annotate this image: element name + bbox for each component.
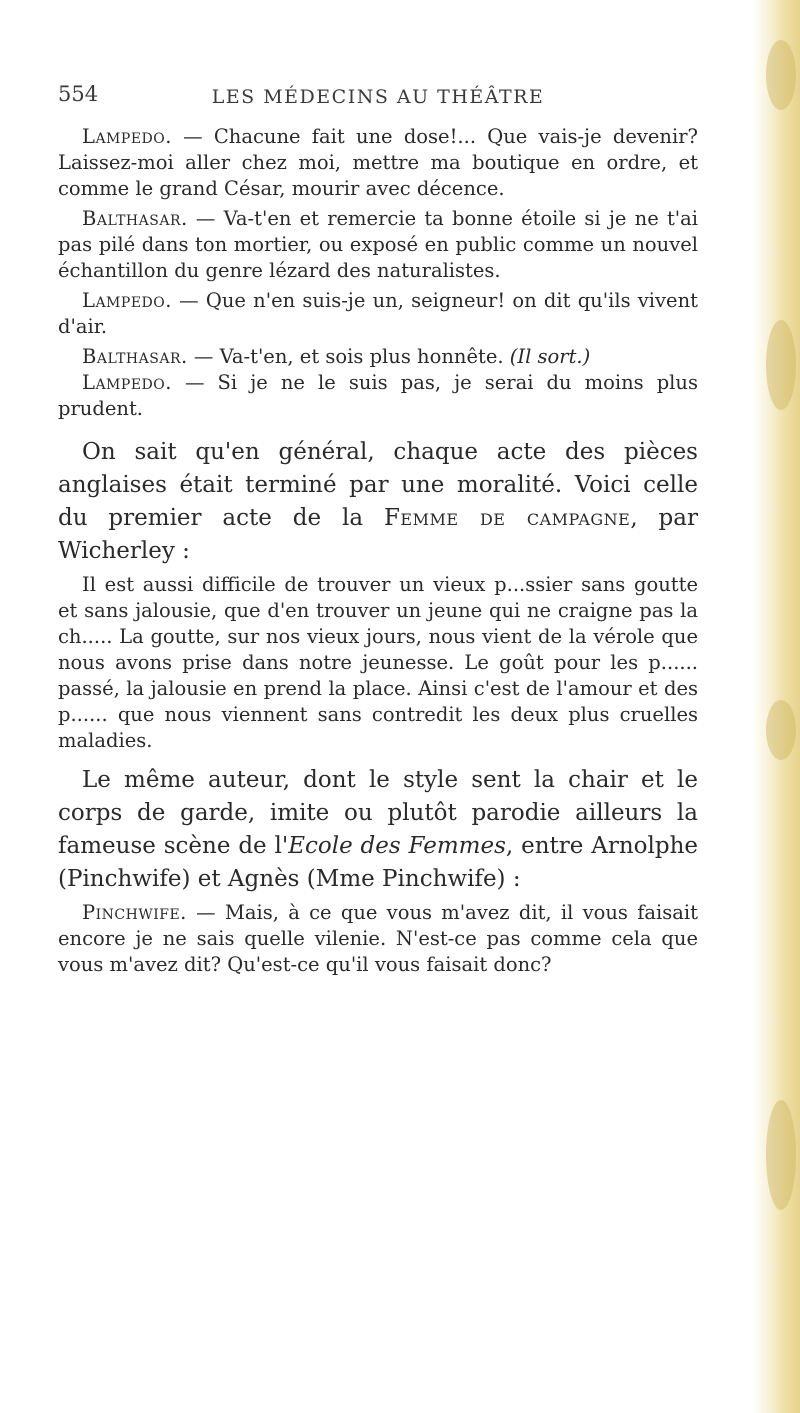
quote-wicherley: Il est aussi difficile de trouver un vieux p...ssier sans goutte et sans jalousie, que d'en trouver un jeune qui ne craigne pas la ch..... La goutte, sur nos vieux jours, nous vient de la vérole que nous avons prise dans notre jeunesse. Le goût pour les p...... passé, la jalousie en prend la place. Ainsi c'est de l'amour et des p...... que nous viennent sans contredit les deux plus cruelles maladies. [58,573,698,752]
paragraph-text: On sait qu'en général, chaque acte des pièces anglaises était terminé par une moralité. Voici celle du premier acte de la [58,439,698,531]
dialogue-text: — Si je ne le suis pas, je serai du moins plus prudent. [58,371,698,420]
running-title: LES MÉDECINS AU THÉÂTRE [211,86,545,108]
speaker-name: Balthasar. [82,207,188,230]
play-title: Ecole des Femmes [288,833,506,859]
dialogue-text: — Chacune fait une dose!... Que vais-je devenir? Laissez-moi aller chez moi, mettre ma boutique en ordre, et comme le grand César, mourir avec décence. [58,125,698,200]
paragraph-text: , entre Arnolphe (Pinchwife) et Agnès (Mme Pinchwife) : [58,833,698,892]
paper-stain [766,320,796,410]
dialogue-text: — Que n'en suis-je un, seigneur! on dit qu'ils vivent d'air. [58,289,698,338]
dialogue-balthasar-2 [58,344,698,370]
dialogue-lampedo-3 [58,370,698,422]
stage-direction: (Il sort.) [509,345,591,368]
play-title: Femme de campagne [383,505,631,531]
speaker-name: Lampedo. [82,125,172,148]
paper-stain [766,40,796,110]
dialogue-balthasar-1 [58,206,698,284]
dialogue-text: — Va-t'en, et sois plus honnête. [187,345,510,368]
dialogue-text: — Va-t'en et remercie ta bonne étoile si je ne t'ai pas pilé dans ton mortier, ou exposé en public comme un nouvel échantillon du genre lézard des naturalistes. [58,207,698,282]
dialogue-pinchwife-1 [58,900,698,978]
page-number: 554 [58,82,99,106]
dialogue-lampedo-1 [58,124,698,202]
paragraph-text: Le même auteur, dont le style sent la chair et le corps de garde, imite ou plutôt parodie ailleurs la fameuse scène de l' [58,767,698,859]
page-edge-shadow [752,0,800,1413]
dialogue-text: — Mais, à ce que vous m'avez dit, il vous faisait encore je ne sais quelle vilenie. N'est-ce pas comme cela que vous m'avez dit? Qu'est-ce qu'il vous faisait donc? [58,901,698,976]
paper-stain [766,1100,796,1210]
paragraph-meme-auteur [58,764,698,896]
speaker-name: Lampedo. [82,289,172,312]
paragraph-text: , par Wicherley : [58,505,698,564]
paper-stain [766,700,796,760]
speaker-name: Lampedo. [82,371,172,394]
speaker-name: Pinchwife. [82,901,187,924]
dialogue-lampedo-2 [58,288,698,340]
page-header [58,82,698,112]
paragraph-moralite [58,436,698,568]
speaker-name: Balthasar. [82,345,188,368]
page-body [58,124,698,978]
